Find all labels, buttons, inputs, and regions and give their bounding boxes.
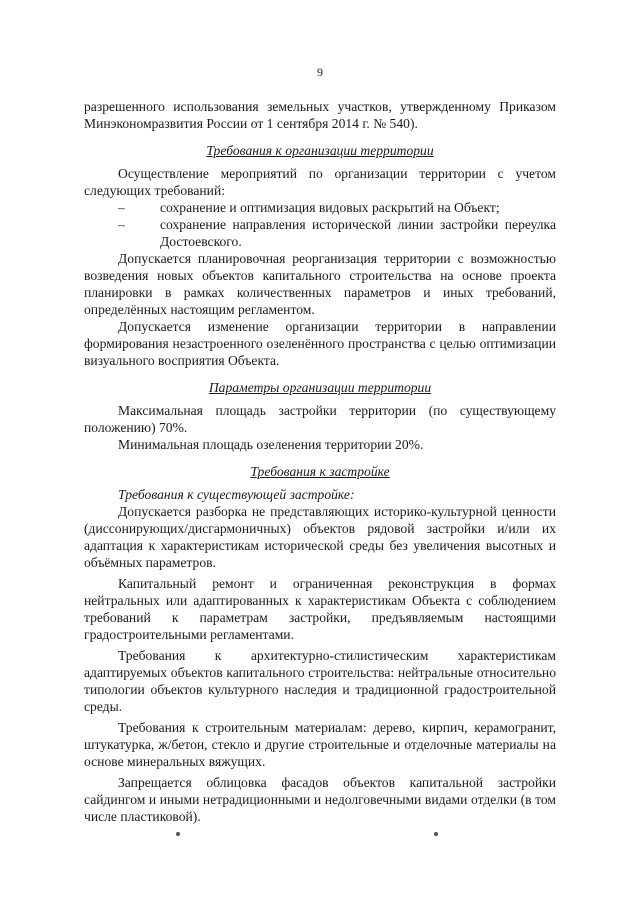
list-item-text: сохранение направления исторической линии застройки переулка Достоевского. — [160, 217, 556, 249]
min-greening-area: Минимальная площадь озеленения территории 20%. — [118, 437, 424, 452]
territory-requirements-heading: Требования к организации территории — [206, 143, 434, 158]
cladding-prohibition-paragraph: Запрещается облицовка фасадов объектов капитальной застройки сайдингом и иными нетрадиционными и недолговечными видами отделки (в том числе пластиковой). — [84, 775, 556, 824]
list-item — [84, 199, 556, 216]
territory-parameters-heading: Параметры организации территории — [208, 380, 432, 395]
territory-requirements-lead: Осуществление мероприятий по организации территории с учетом следующих требований: — [84, 166, 556, 198]
existing-buildings-subheading: Требования к существующей застройке: — [118, 487, 355, 502]
scan-mark — [434, 832, 438, 836]
renovation-paragraph: Капитальный ремонт и ограниченная реконструкция в формах нейтральных или адаптированных к характеристикам Объекта с соблюдением требований к параметрам застройки, предъявляемым настоящими градостроительными регламентами. — [84, 576, 556, 642]
architecture-paragraph: Требования к архитектурно-стилистическим характеристикам адаптируемых объектов капитального строительства: нейтральные относительно типологии объектов культурного наследия и традиционной градостроительной среды. — [84, 648, 556, 714]
materials-paragraph: Требования к строительным материалам: дерево, кирпич, керамогранит, штукатурка, ж/бетон, стекло и другие строительные и отделочные материалы на основе минеральных вяжущих. — [84, 720, 556, 769]
dash-marker: – — [118, 217, 125, 232]
scan-mark — [176, 832, 180, 836]
list-item — [84, 216, 556, 250]
green-space-paragraph: Допускается изменение организации территории в направлении формирования незастроенного озеленённого пространства с целью оптимизации визуального восприятия Объекта. — [84, 319, 556, 368]
max-building-area: Максимальная площадь застройки территории (по существующему положению) 70%. — [84, 403, 556, 435]
replanning-paragraph: Допускается планировочная реорганизация территории с возможностью возведения новых объектов капитального строительства на основе проекта планировки в рамках количественных параметров и иных требований, определённых настоящим регламентом. — [84, 251, 556, 317]
list-item-text: сохранение и оптимизация видовых раскрытий на Объект; — [160, 200, 500, 215]
dash-marker: – — [118, 200, 125, 215]
document-body — [84, 98, 556, 825]
page-number: 9 — [317, 65, 323, 79]
building-requirements-heading: Требования к застройке — [250, 464, 390, 479]
intro-paragraph: разрешенного использования земельных участков, утвержденному Приказом Минэкономразвития России от 1 сентября 2014 г. № 540). — [84, 99, 556, 131]
demolition-paragraph: Допускается разборка не представляющих историко-культурной ценности (диссонирующих/дисгармоничных) объектов рядовой застройки и/или их адаптация к характеристикам исторической среды без увеличения высотных и объёмных параметров. — [84, 504, 556, 570]
